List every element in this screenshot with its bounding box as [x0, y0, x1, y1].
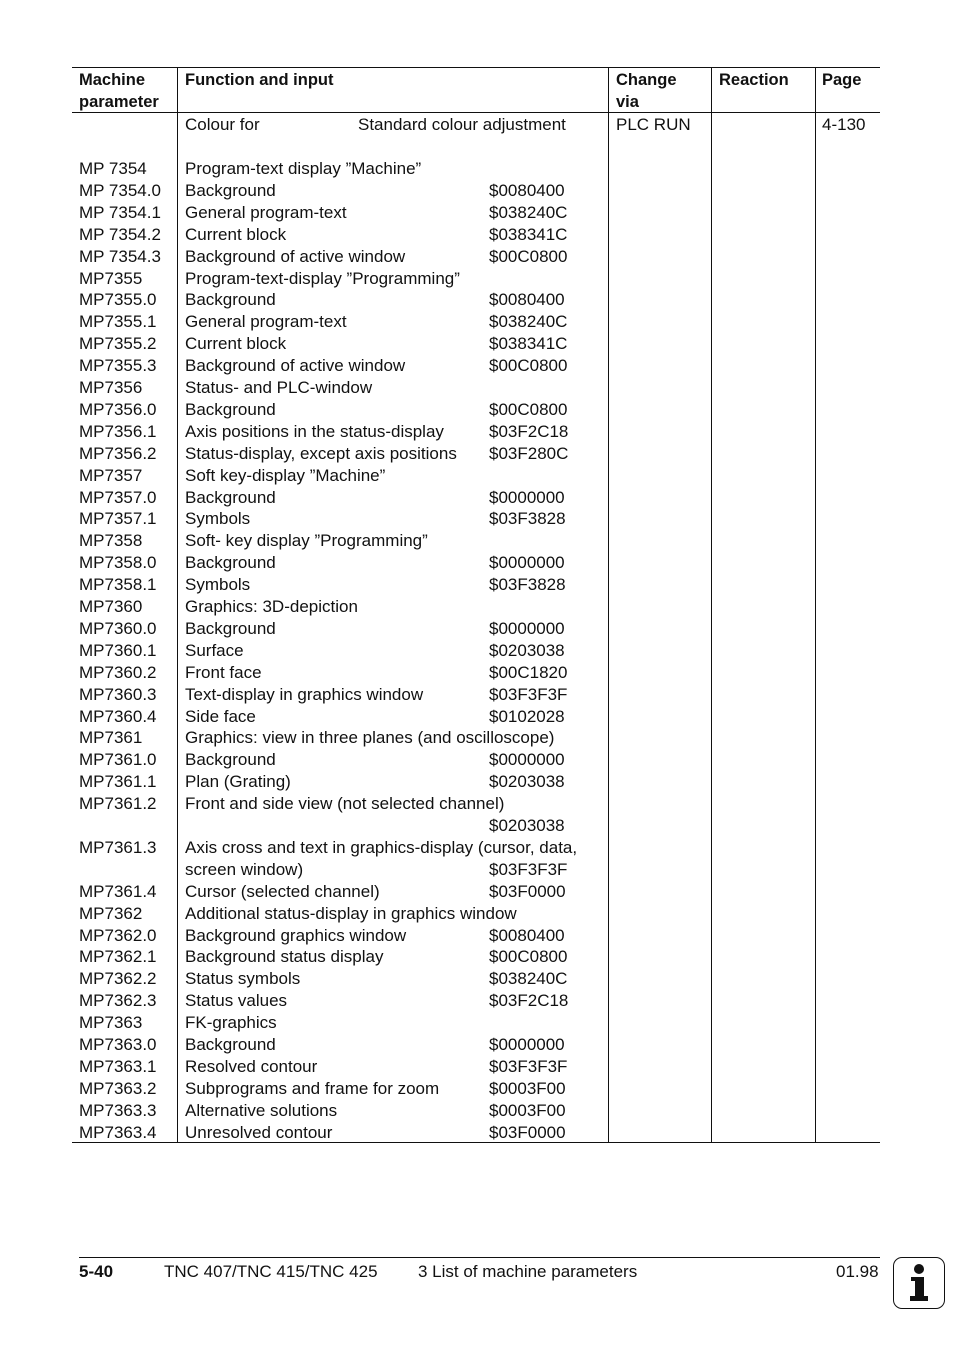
table-row: [72, 1056, 880, 1078]
function-description: Text-display in graphics window: [185, 684, 424, 704]
machine-parameter-id: MP7355.2: [79, 334, 157, 354]
colour-value: $0203038: [489, 772, 565, 792]
machine-parameter-id: MP7358: [79, 531, 143, 551]
machine-parameter-id: MP7355.0: [79, 290, 157, 310]
header-page: Page: [822, 71, 862, 89]
table-row: [72, 596, 880, 618]
function-description: screen window): [185, 859, 304, 879]
colour-value: $0000000: [489, 487, 565, 507]
colour-value: $03F2C18: [489, 421, 569, 441]
machine-parameter-id: MP7362.3: [79, 991, 157, 1011]
machine-parameter-id: MP7363.2: [79, 1078, 157, 1098]
header-change-via: Change via: [616, 71, 677, 111]
machine-parameter-id: MP7360.3: [79, 684, 157, 704]
header-reaction: Reaction: [719, 71, 789, 89]
function-description: Status-display, except axis positions: [185, 443, 457, 463]
column-divider: [177, 67, 178, 1143]
table-row: [72, 968, 880, 990]
machine-parameter-id: MP7360.4: [79, 706, 157, 726]
table-row: [72, 793, 880, 815]
colour-value: $00C0800: [489, 947, 568, 967]
machine-parameter-id: MP 7354.3: [79, 246, 161, 266]
machine-parameter-id: MP7363.3: [79, 1100, 157, 1120]
machine-parameter-id: MP 7354: [79, 159, 147, 178]
table-row: [72, 903, 880, 925]
machine-parameter-id: MP7362.2: [79, 969, 157, 989]
machine-parameter-id: MP7361.1: [79, 772, 157, 792]
table-row: [72, 1034, 880, 1056]
table-row: [72, 311, 880, 333]
function-description: Additional status-display in graphics window: [185, 903, 517, 923]
colour-value: $0080400: [489, 925, 565, 945]
table-row: [72, 990, 880, 1012]
table-row: [72, 640, 880, 662]
table-row: [72, 881, 880, 903]
table-row: [72, 574, 880, 596]
colour-value: $00C0800: [489, 399, 568, 419]
function-description: Background: [185, 1035, 276, 1054]
function-description: Background: [185, 618, 276, 638]
header-function: Function and input: [185, 71, 334, 89]
intro-page: 4-130: [822, 115, 866, 134]
machine-parameter-id: MP 7354.0: [79, 180, 161, 200]
machine-parameter-id: MP7360.0: [79, 618, 157, 638]
function-description: Background of active window: [185, 246, 406, 266]
colour-value: $03F3828: [489, 575, 566, 595]
machine-parameter-id: MP7357.1: [79, 509, 157, 529]
machine-parameter-id: MP7357.0: [79, 487, 157, 507]
table-row: [72, 859, 880, 881]
table-bottom-rule: [72, 1142, 880, 1143]
function-description: Background: [185, 750, 276, 770]
machine-parameter-id: MP 7354.2: [79, 224, 161, 244]
table-row: [72, 487, 880, 509]
table-row: [72, 925, 880, 947]
machine-parameter-id: MP7361.4: [79, 881, 157, 901]
machine-parameter-id: MP7361.3: [79, 837, 157, 857]
machine-parameter-id: MP7362: [79, 903, 143, 923]
machine-parameter-id: MP7355.3: [79, 356, 157, 376]
table-row: [72, 421, 880, 443]
table-row: [72, 1078, 880, 1100]
function-description: Graphics: 3D-depiction: [185, 597, 358, 616]
function-description: Subprograms and frame for zoom: [185, 1078, 440, 1098]
function-description: Cursor (selected channel): [185, 881, 380, 901]
machine-parameter-id: MP7362.1: [79, 947, 157, 967]
function-description: Background: [185, 399, 276, 419]
table-row: [72, 552, 880, 574]
column-divider: [608, 67, 609, 1143]
function-description: Status values: [185, 991, 288, 1011]
colour-value: $03F3F3F: [489, 859, 568, 879]
footer-date: 01.98: [836, 1262, 879, 1281]
table-row: [72, 443, 880, 465]
table-row: [72, 618, 880, 640]
intro-change-via: PLC RUN: [616, 115, 691, 134]
info-icon: [893, 1257, 945, 1309]
table-row: [72, 706, 880, 728]
colour-value: $0102028: [489, 706, 565, 726]
colour-value: $03F280C: [489, 443, 569, 463]
colour-value: $0003F00: [489, 1078, 566, 1098]
machine-parameter-id: MP7363: [79, 1013, 143, 1033]
machine-parameter-id: MP7358.0: [79, 553, 157, 573]
table-row: [72, 1100, 880, 1122]
machine-parameter-id: MP7363.1: [79, 1056, 157, 1076]
machine-parameter-id: MP7363.4: [79, 1122, 157, 1142]
function-description: General program-text: [185, 312, 347, 332]
function-description: Background of active window: [185, 356, 406, 376]
table-row: [72, 837, 880, 859]
table-row: [72, 508, 880, 530]
colour-value: $00C1820: [489, 662, 568, 682]
function-description: Soft key-display ”Machine”: [185, 465, 386, 485]
colour-value: $00C0800: [489, 356, 568, 376]
function-description: Axis positions in the status-display: [185, 421, 444, 441]
table-row: [72, 268, 880, 290]
function-description: Background: [185, 290, 276, 310]
table-row: [72, 465, 880, 487]
colour-value: $0203038: [489, 640, 565, 660]
machine-parameter-id: MP7361: [79, 728, 143, 748]
function-description: Current block: [185, 224, 287, 244]
colour-value: $00C0800: [489, 246, 568, 266]
function-description: Background: [185, 180, 276, 200]
colour-value: $038341C: [489, 224, 568, 244]
colour-value: $0003F00: [489, 1100, 566, 1120]
table-row: [72, 727, 880, 749]
colour-value: $03F0000: [489, 881, 566, 901]
machine-parameter-id: MP7362.0: [79, 925, 157, 945]
machine-parameter-id: MP7360.1: [79, 640, 157, 660]
machine-parameter-id: MP7361.0: [79, 750, 157, 770]
colour-value: $038240C: [489, 969, 568, 989]
table-row: [72, 158, 880, 180]
function-description: Background graphics window: [185, 925, 407, 945]
function-description: Status symbols: [185, 969, 301, 989]
machine-parameter-id: MP7360: [79, 597, 143, 616]
table-row: [72, 399, 880, 421]
table-row: [72, 662, 880, 684]
intro-standard: Standard colour adjustment: [358, 115, 566, 134]
footer-product: TNC 407/TNC 415/TNC 425: [164, 1262, 378, 1281]
function-description: Unresolved contour: [185, 1122, 333, 1142]
function-description: Program-text display ”Machine”: [185, 159, 422, 178]
table-row: [72, 377, 880, 399]
table-row: [72, 202, 880, 224]
colour-value: $0203038: [489, 816, 565, 835]
table-row: [72, 684, 880, 706]
colour-value: $03F3828: [489, 509, 566, 529]
intro-row: [72, 114, 880, 136]
table-row: [72, 333, 880, 355]
function-description: Resolved contour: [185, 1056, 318, 1076]
function-description: Graphics: view in three planes (and oscilloscope): [185, 728, 555, 748]
table-row: [72, 749, 880, 771]
machine-parameter-id: MP7361.2: [79, 794, 157, 814]
function-description: Surface: [185, 640, 244, 660]
machine-parameter-id: MP7355: [79, 268, 143, 288]
function-description: Side face: [185, 706, 256, 726]
machine-parameter-id: MP7358.1: [79, 575, 157, 595]
header-machine-parameter: Machine parameter: [79, 71, 159, 111]
colour-value: $0080400: [489, 180, 565, 200]
function-description: Front face: [185, 662, 262, 682]
colour-value: $038341C: [489, 334, 568, 354]
footer-page-number: 5-40: [79, 1262, 114, 1281]
machine-parameter-id: MP7357: [79, 465, 143, 485]
machine-parameter-id: MP 7354.1: [79, 202, 161, 222]
function-description: Program-text-display ”Programming”: [185, 268, 460, 288]
table-row: [72, 771, 880, 793]
footer-chapter: 3 List of machine parameters: [418, 1262, 638, 1281]
function-description: Plan (Grating): [185, 772, 291, 792]
colour-value: $03F3F3F: [489, 1056, 568, 1076]
footer-rule: [79, 1257, 880, 1258]
function-description: Current block: [185, 334, 287, 354]
table-row: [72, 815, 880, 837]
function-description: Axis cross and text in graphics-display (cursor, data,: [185, 837, 578, 857]
function-description: Background status display: [185, 947, 384, 967]
table-row: [72, 289, 880, 311]
machine-parameter-id: MP7360.2: [79, 662, 157, 682]
function-description: Symbols: [185, 509, 251, 529]
function-description: Alternative solutions: [185, 1100, 338, 1120]
colour-value: $038240C: [489, 312, 568, 332]
machine-parameter-id: MP7363.0: [79, 1035, 157, 1054]
function-description: Background: [185, 487, 276, 507]
function-description: Symbols: [185, 575, 251, 595]
colour-value: $0000000: [489, 553, 565, 573]
machine-parameter-id: MP7355.1: [79, 312, 157, 332]
table-row: [72, 946, 880, 968]
column-divider: [711, 67, 712, 1143]
table-row: [72, 355, 880, 377]
function-description: General program-text: [185, 202, 347, 222]
function-description: FK-graphics: [185, 1013, 277, 1033]
colour-value: $03F0000: [489, 1122, 566, 1142]
colour-value: $0000000: [489, 750, 565, 770]
function-description: Status- and PLC-window: [185, 378, 373, 397]
function-description: Soft- key display ”Programming”: [185, 531, 428, 551]
intro-function: Colour for: [185, 115, 260, 134]
table-row: [72, 1122, 880, 1144]
colour-value: $0000000: [489, 618, 565, 638]
colour-value: $0000000: [489, 1035, 565, 1054]
table-row: [72, 530, 880, 552]
column-divider: [815, 67, 816, 1143]
table-row: [72, 224, 880, 246]
machine-parameter-id: MP7356.0: [79, 399, 157, 419]
table-row: [72, 246, 880, 268]
table-header: [72, 67, 880, 113]
machine-parameter-id: MP7356: [79, 378, 143, 397]
machine-parameter-id: MP7356.1: [79, 421, 157, 441]
function-description: Front and side view (not selected channel): [185, 794, 505, 814]
colour-value: $0080400: [489, 290, 565, 310]
table-row: [72, 1012, 880, 1034]
parameter-table: [72, 67, 880, 1142]
machine-parameter-id: MP7356.2: [79, 443, 157, 463]
colour-value: $03F2C18: [489, 991, 569, 1011]
function-description: Background: [185, 553, 276, 573]
colour-value: $038240C: [489, 202, 568, 222]
table-row: [72, 180, 880, 202]
colour-value: $03F3F3F: [489, 684, 568, 704]
